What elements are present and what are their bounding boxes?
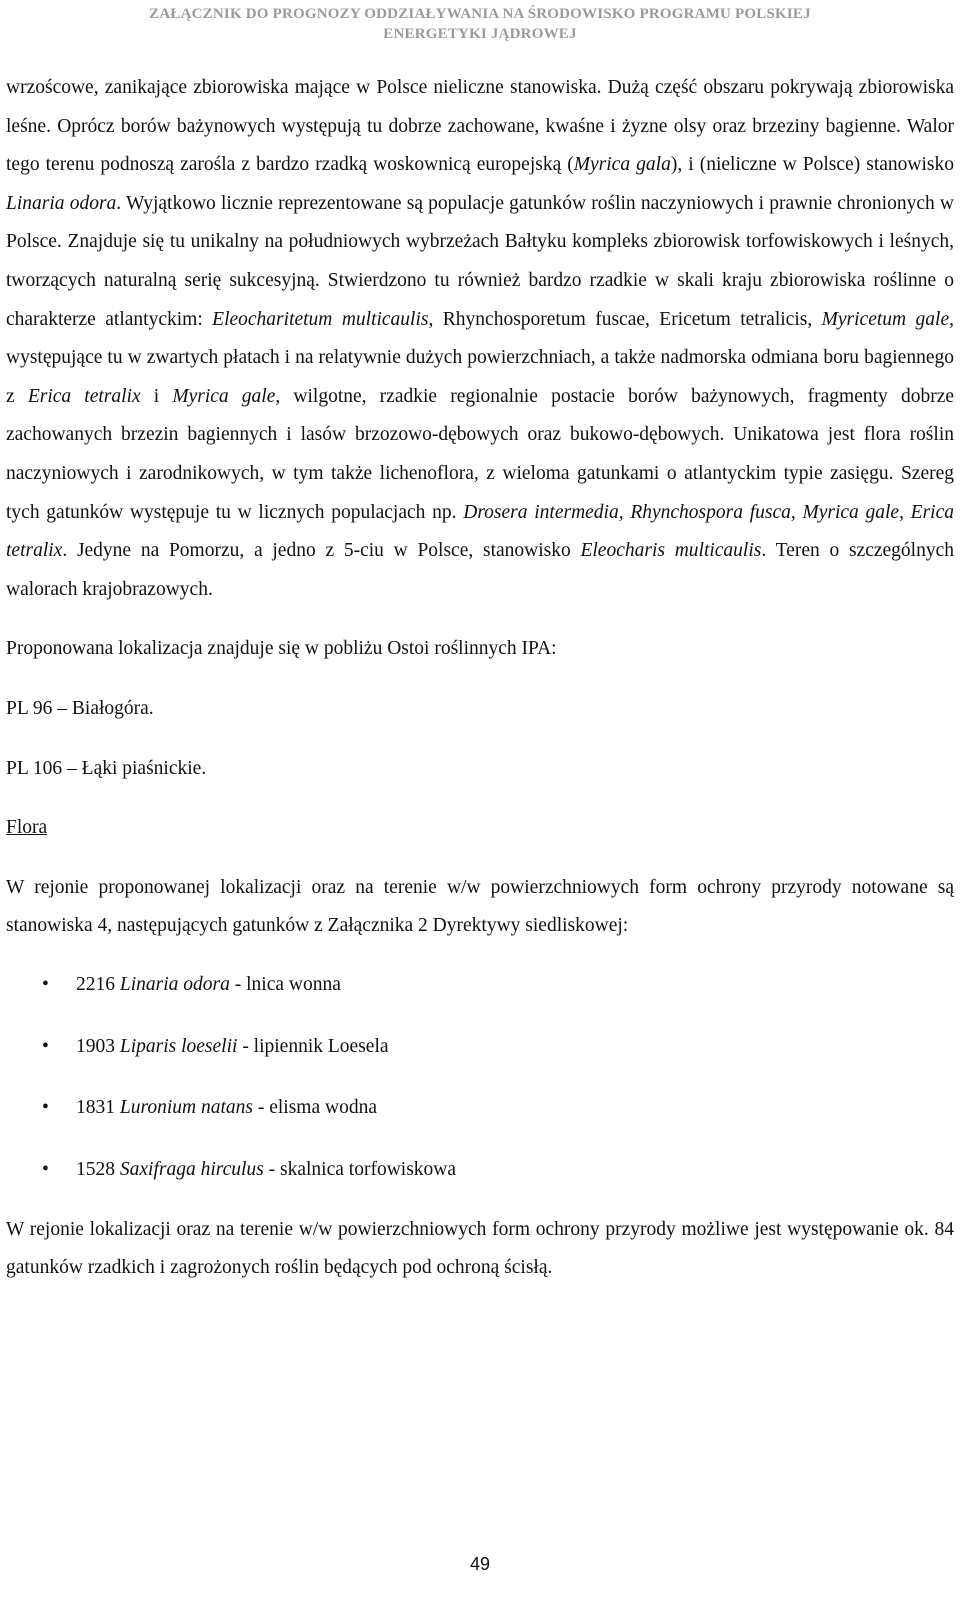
text-run: . Teren o szczególnych walorach krajobrazowych. — [6, 540, 954, 600]
species-latin-name: Saxifraga hirculus — [119, 1159, 264, 1181]
bullet-icon: • — [42, 1159, 49, 1181]
ipa-intro: Proponowana lokalizacja znajduje się w pobliżu Ostoi roślinnych IPA: — [6, 638, 557, 660]
text-run: ), i (nieliczne w Polsce) stanowisko — [670, 154, 955, 176]
document-body — [6, 69, 954, 1288]
page-number: 49 — [469, 1554, 491, 1574]
text-run: , Rhynchosporetum fuscae, Ericetum tetralicis, — [428, 308, 822, 330]
species-latin-name: Liparis loeselii — [119, 1035, 238, 1057]
latin-name: Drosera intermedia, Rhynchospora fusca, Myrica gale, Erica tetralix — [6, 501, 954, 562]
species-polish-name: - lnica wonna — [229, 973, 341, 995]
latin-name: Eleocharitetum multicaulis — [212, 308, 429, 330]
species-code: 1831 — [76, 1097, 120, 1119]
species-polish-name: - skalnica torfowiskowa — [263, 1159, 457, 1181]
latin-name: Eleocharis multicaulis — [580, 540, 762, 562]
latin-name: Myricetum gale — [821, 308, 950, 330]
text-run: , występujące tu w zwartych płatach i na relatywnie dużych powierzchniach, a także nadmorska odmiana boru bagiennego z — [6, 308, 954, 407]
ipa-item: PL 96 – Białogóra. — [6, 697, 154, 719]
bullet-icon: • — [42, 973, 49, 995]
bullet-icon: • — [42, 1097, 49, 1119]
list-item — [6, 1028, 954, 1090]
flora-heading: Flora — [6, 817, 48, 839]
ipa-item: PL 106 – Łąki piaśnickie. — [6, 757, 207, 779]
latin-name: Myrica gala — [573, 154, 671, 176]
species-latin-name: Luronium natans — [119, 1097, 253, 1119]
latin-name: Erica tetralix — [27, 385, 141, 407]
page-header — [0, 4, 960, 44]
species-code: 1528 — [76, 1159, 120, 1181]
text-run: i — [140, 385, 173, 407]
text-run: wrzoścowe, zanikające zbiorowiska mające w Polsce nieliczne stanowiska. Dużą część obszaru pokrywają zbiorowiska leśne. Oprócz borów bażynowych występują tu dobrze zachowane, kwaśne i żyzne olsy oraz brzeziny bagienne. Walor tego terenu podnoszą zarośla z bardzo rzadką woskownicą europejską ( — [6, 77, 954, 176]
list-item — [6, 1089, 954, 1151]
list-item — [6, 1151, 954, 1190]
text-run: , wilgotne, rzadkie regionalnie postacie borów bażynowych, fragmenty dobrze zachowanych brzezin bagiennych i lasów brzozowo-dębowych oraz bukowo-dębowych. Unikatowa jest flora roślin naczyniowych i zarodnikowych, w tym także lichenoflora, z wieloma gatunkami o atlantyckim typie zasięgu. Szereg tych gatunków występuje tu w licznych populacjach np. — [6, 385, 955, 523]
species-code: 1903 — [76, 1035, 120, 1057]
species-polish-name: - lipiennik Loesela — [237, 1035, 389, 1057]
species-code: 2216 — [76, 973, 120, 995]
text-run: . Wyjątkowo licznie reprezentowane są populacje gatunków roślin naczyniowych i prawnie chronionych w Polsce. Znajduje się tu unikalny na południowych wybrzeżach Bałtyku kompleks zbiorowisk torfowiskowych i leśnych, tworzących naturalną serię sukcesyjną. Stwierdzono tu również bardzo rzadkie w skali kraju zbiorowiska roślinne o charakterze atlantyckim: — [6, 192, 954, 330]
list-item — [6, 966, 954, 1028]
latin-name: Linaria odora — [6, 192, 117, 214]
species-latin-name: Linaria odora — [119, 973, 230, 995]
header-line-2: ENERGETYKI JĄDROWEJ — [383, 26, 577, 42]
bullet-icon: • — [42, 1035, 49, 1057]
habitat-description-paragraph — [6, 69, 954, 609]
latin-name: Myrica gale — [172, 385, 276, 407]
closing-paragraph: W rejonie lokalizacji oraz na terenie w/w powierzchniowych form ochrony przyrody możliwe jest występowanie ok. 84 gatunków rzadkich i zagrożonych roślin będących pod ochroną ścisłą. — [6, 1218, 954, 1279]
flora-intro-paragraph: W rejonie proponowanej lokalizacji oraz na terenie w/w powierzchniowych form ochrony przyrody notowane są stanowiska 4, następujących gatunków z Załącznika 2 Dyrektywy siedliskowej: — [6, 876, 954, 937]
species-list — [6, 966, 954, 1190]
species-polish-name: - elisma wodna — [252, 1097, 377, 1119]
text-run: . Jedyne na Pomorzu, a jedno z 5-ciu w Polsce, stanowisko — [62, 540, 581, 562]
header-line-1: ZAŁĄCZNIK DO PROGNOZY ODDZIAŁYWANIA NA ŚRODOWISKO PROGRAMU POLSKIEJ — [149, 6, 811, 22]
